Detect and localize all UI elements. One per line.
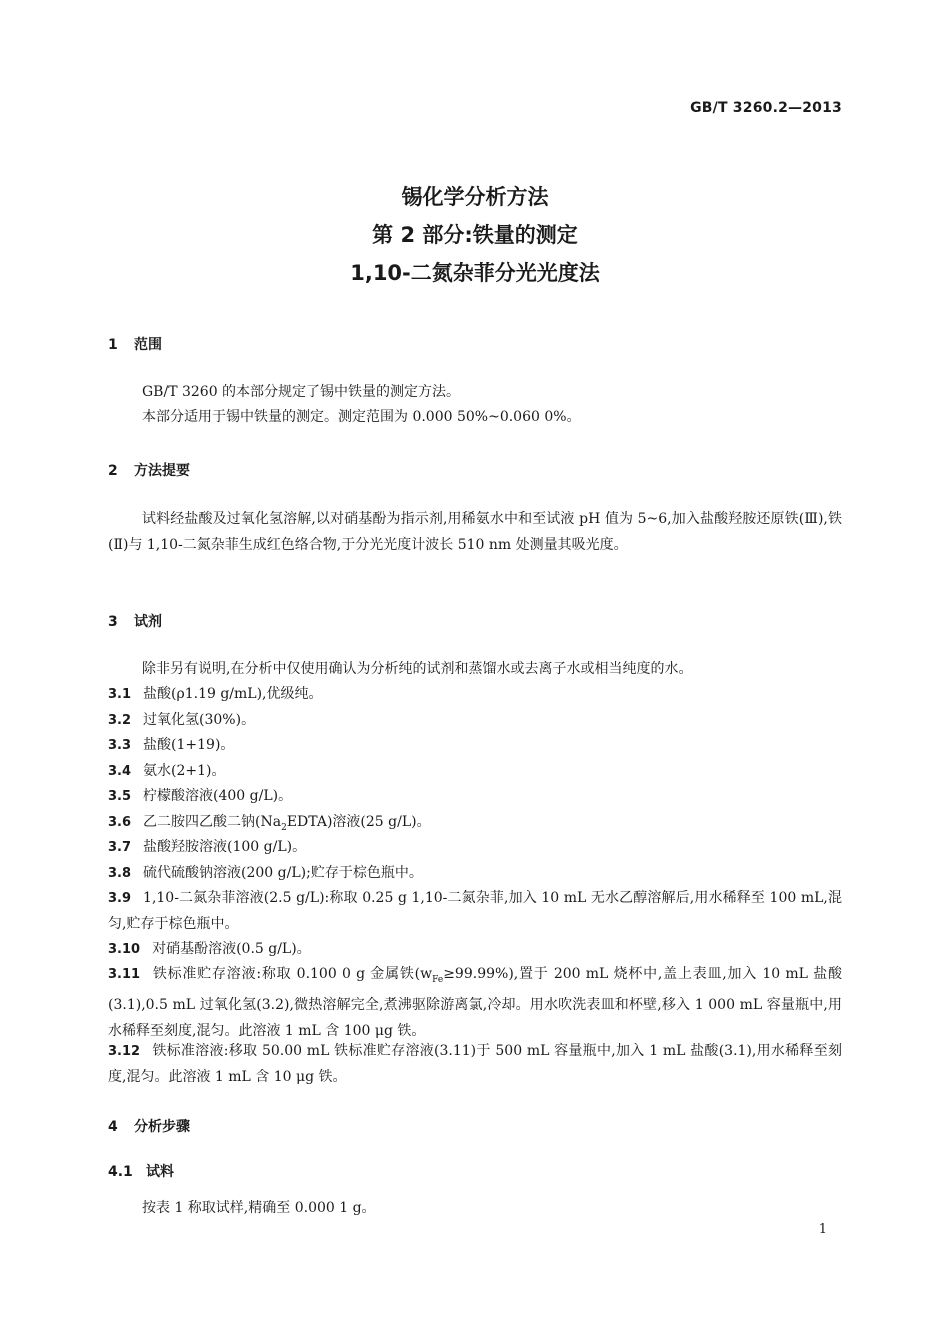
reagent-item <box>108 708 842 734</box>
reagent-item <box>108 861 842 887</box>
reagent-item <box>108 886 842 937</box>
subscript: Fe <box>432 974 444 985</box>
item-number: 3.9 <box>108 891 132 906</box>
item-number: 3.3 <box>108 738 132 753</box>
section-title: 试料 <box>146 1164 174 1180</box>
reagent-item <box>108 835 842 861</box>
item-text: 铁标准溶液:移取 50.00 mL 铁标准贮存溶液(3.11)于 500 mL 容量瓶中,加入 1 mL 盐酸(3.1),用水稀释至刻度,混匀。此溶液 1 mL 含 10 μg 铁。 <box>108 1043 842 1085</box>
section-number: 4 <box>108 1119 118 1135</box>
item-text: 对硝基酚溶液(0.5 g/L)。 <box>152 941 311 957</box>
item-text: EDTA)溶液(25 g/L)。 <box>286 814 431 830</box>
item-text: 1,10-二氮杂菲溶液(2.5 g/L):称取 0.25 g 1,10-二氮杂菲,加入 10 mL 无水乙醇溶解后,用水稀释至 100 mL,混匀,贮存于棕色瓶中。 <box>108 890 842 932</box>
item-number: 3.8 <box>108 866 132 881</box>
section-1-paragraph-2: 本部分适用于锡中铁量的测定。测定范围为 0.000 50%~0.060 0%。 <box>142 409 581 425</box>
section-number: 1 <box>108 337 118 353</box>
reagent-item <box>108 962 842 1044</box>
item-number: 3.4 <box>108 764 132 779</box>
item-text: 盐酸(ρ1.19 g/mL),优级纯。 <box>143 686 323 702</box>
item-number: 3.7 <box>108 840 132 855</box>
reagent-item <box>108 784 842 810</box>
item-number: 3.11 <box>108 967 141 982</box>
subscript: 2 <box>281 822 287 833</box>
section-1-paragraph-1: GB/T 3260 的本部分规定了锡中铁量的测定方法。 <box>142 384 461 400</box>
document-title <box>0 178 950 292</box>
item-text: 铁标准贮存溶液:称取 0.100 0 g 金属铁(w <box>152 966 433 982</box>
item-text: 过氧化氢(30%)。 <box>143 712 256 728</box>
item-text: 硫代硫酸钠溶液(200 g/L);贮存于棕色瓶中。 <box>143 865 423 881</box>
section-3-heading <box>108 611 162 631</box>
page-number: 1 <box>818 1222 827 1237</box>
item-text: 柠檬酸溶液(400 g/L)。 <box>143 788 293 804</box>
reagent-item <box>108 733 842 759</box>
title-line-1: 锡化学分析方法 <box>401 185 549 209</box>
reagent-item <box>108 682 842 708</box>
reagent-item <box>108 1039 842 1090</box>
item-number: 3.6 <box>108 815 132 830</box>
section-title: 范围 <box>134 337 162 353</box>
item-number: 3.5 <box>108 789 132 804</box>
section-title: 方法提要 <box>134 463 190 479</box>
title-line-3: 1,10-二氮杂菲分光光度法 <box>350 261 600 285</box>
section-2-heading <box>108 460 190 480</box>
section-title: 试剂 <box>134 614 162 630</box>
section-1-heading <box>108 334 162 354</box>
section-number: 4.1 <box>108 1164 133 1180</box>
section-number: 3 <box>108 614 118 630</box>
section-3-intro: 除非另有说明,在分析中仅使用确认为分析纯的试剂和蒸馏水或去离子水或相当纯度的水。 <box>142 661 693 677</box>
reagent-item <box>108 937 842 963</box>
item-number: 3.2 <box>108 713 132 728</box>
section-title: 分析步骤 <box>134 1119 190 1135</box>
item-text: ≥99.99%),置于 200 mL 烧杯中,盖上表皿,加入 10 mL 盐酸(3.1),0.5 mL 过氧化氢(3.2),微热溶解完全,煮沸驱除游离氯,冷却。用水吹洗表皿和杯壁,移入 1 000 mL 容量瓶中,用水稀释至刻度,混匀。此溶液 1 mL 含 100 μg 铁。 <box>108 966 842 1039</box>
section-4-heading <box>108 1116 190 1136</box>
section-number: 2 <box>108 463 118 479</box>
item-number: 3.12 <box>108 1044 141 1059</box>
subsection-4-1-heading <box>108 1161 174 1181</box>
item-text: 乙二胺四乙酸二钠(Na <box>143 814 282 830</box>
standard-code: GB/T 3260.2—2013 <box>690 100 842 116</box>
item-number: 3.10 <box>108 942 141 957</box>
item-text: 盐酸(1+19)。 <box>143 737 235 753</box>
item-text: 盐酸羟胺溶液(100 g/L)。 <box>143 839 307 855</box>
subsection-4-1-paragraph: 按表 1 称取试样,精确至 0.000 1 g。 <box>142 1200 376 1216</box>
reagent-item <box>108 759 842 785</box>
title-line-2: 第 2 部分:铁量的测定 <box>372 223 578 247</box>
item-number: 3.1 <box>108 687 132 702</box>
item-text: 氨水(2+1)。 <box>143 763 226 779</box>
section-2-paragraph-1: 试料经盐酸及过氧化氢溶解,以对硝基酚为指示剂,用稀氨水中和至试液 pH 值为 5~6,加入盐酸羟胺还原铁(Ⅲ),铁(Ⅱ)与 1,10-二氮杂菲生成红色络合物,于分光光度计波长 510 nm 处测量其吸光度。 <box>108 511 842 553</box>
